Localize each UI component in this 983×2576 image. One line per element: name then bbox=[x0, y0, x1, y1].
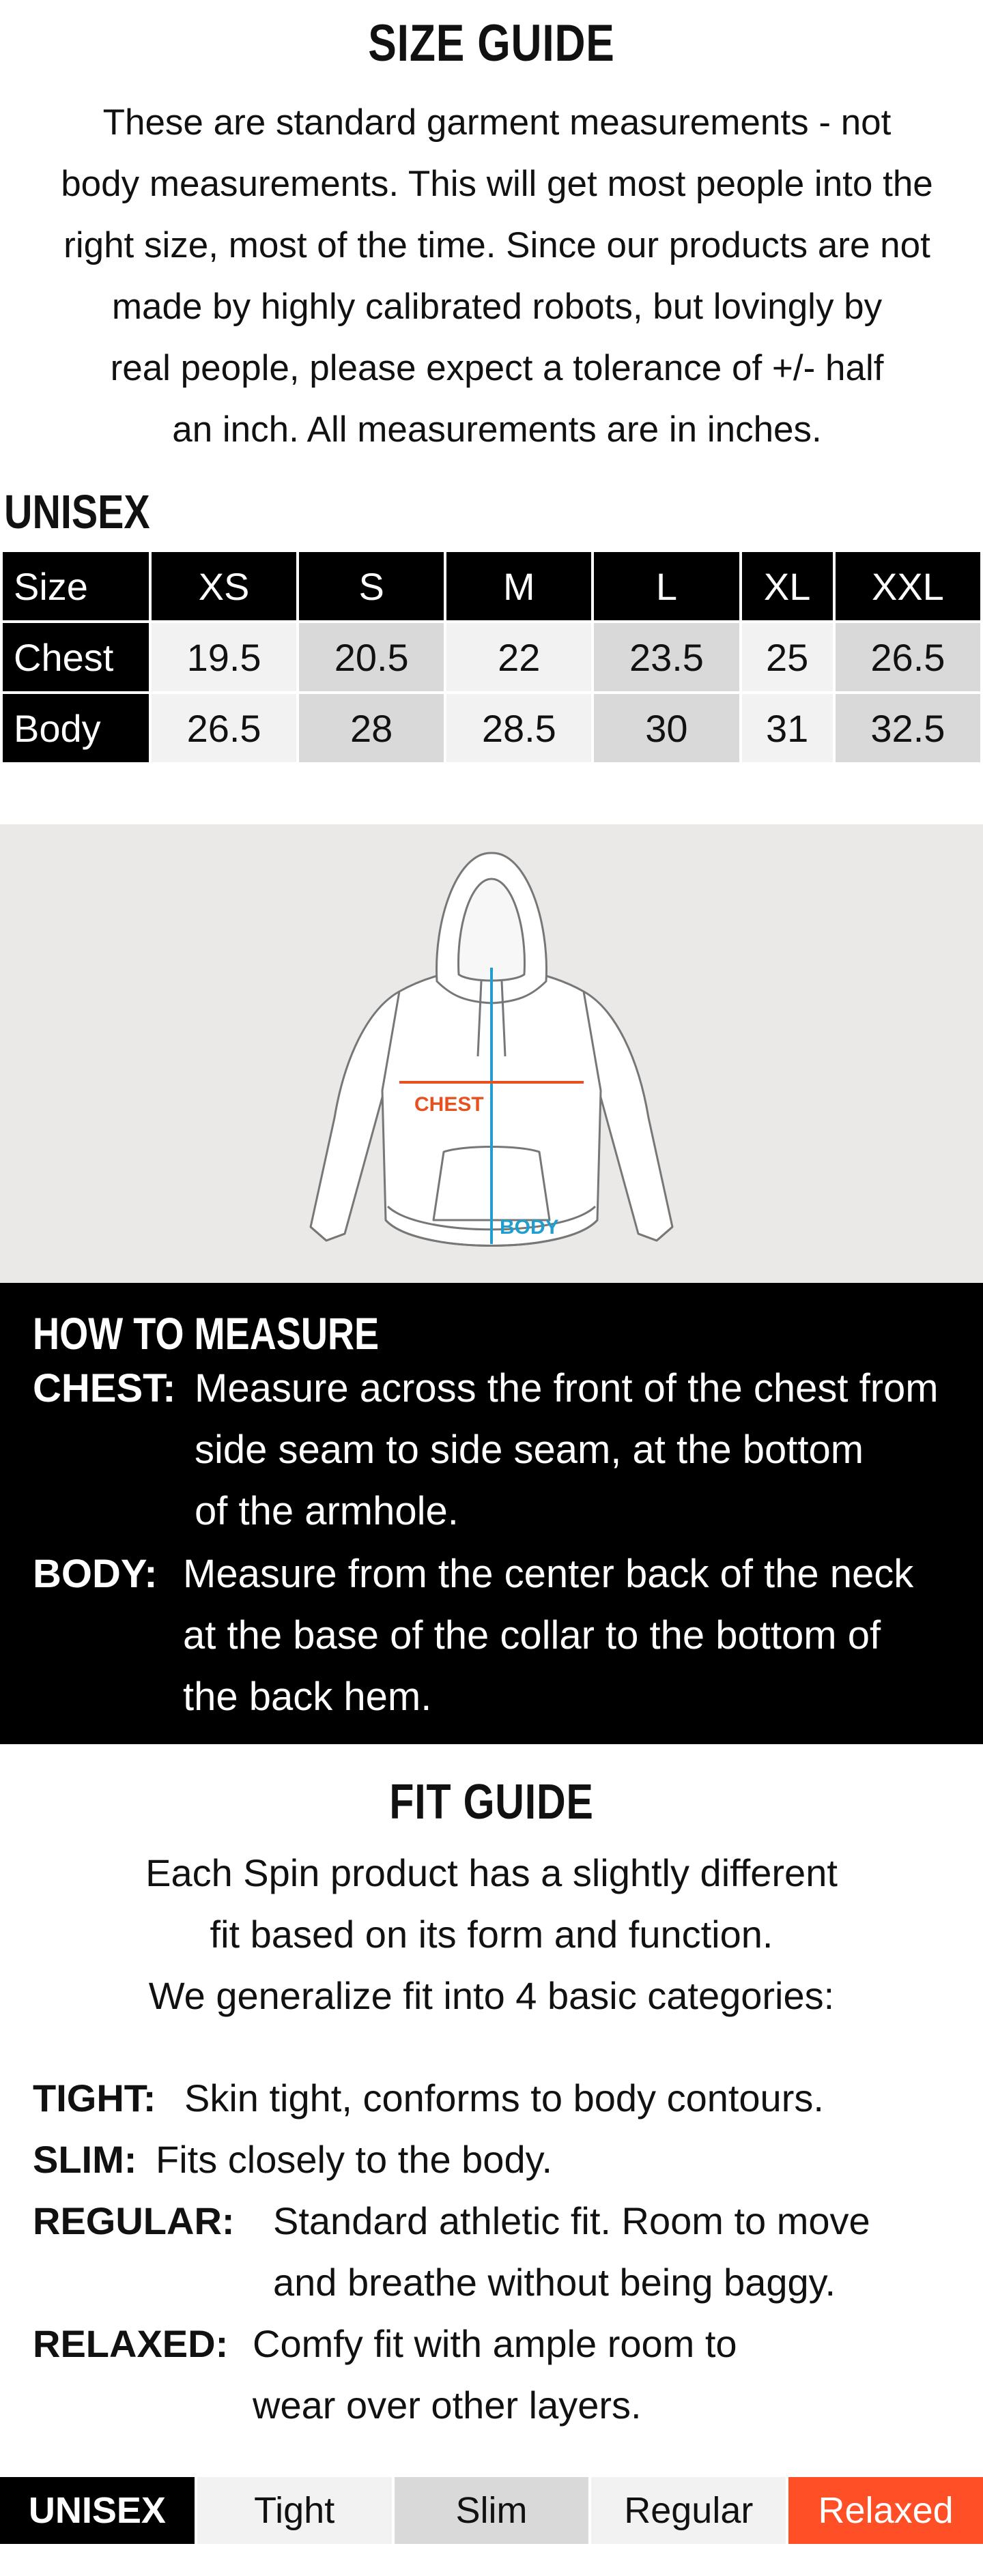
measure-body-text: Measure from the center back of the neck at the base of the collar to the bottom of the back hem. bbox=[183, 1552, 914, 1719]
row-header-cell: Body bbox=[3, 694, 149, 762]
size-table-header-row bbox=[3, 552, 980, 620]
table-row bbox=[3, 623, 980, 691]
hoodie-diagram-panel bbox=[0, 824, 983, 1283]
header-cell: S bbox=[299, 552, 444, 620]
table-cell: 28.5 bbox=[446, 694, 591, 762]
header-cell: L bbox=[594, 552, 739, 620]
fit-scale-slim: Slim bbox=[395, 2477, 589, 2544]
table-row bbox=[3, 694, 980, 762]
how-to-measure-panel bbox=[0, 1283, 983, 1744]
fit-guide-intro bbox=[0, 1842, 983, 2027]
table-cell: 23.5 bbox=[594, 623, 739, 691]
fit-scale-tight: Tight bbox=[197, 2477, 392, 2544]
size-guide-title: SIZE GUIDE bbox=[368, 14, 615, 72]
header-cell: Size bbox=[3, 552, 149, 620]
table-cell: 31 bbox=[742, 694, 833, 762]
fit-intro-line: Each Spin product has a slightly different bbox=[145, 1851, 838, 1894]
table-cell: 28 bbox=[299, 694, 444, 762]
fit-item-text: Skin tight, conforms to body contours. bbox=[184, 2076, 824, 2119]
header-cell: XXL bbox=[836, 552, 980, 620]
fit-item-label: RELAXED: bbox=[33, 2322, 229, 2365]
table-cell: 32.5 bbox=[836, 694, 980, 762]
intro-line: real people, please expect a tolerance of +/- half bbox=[110, 348, 884, 388]
table-cell: 22 bbox=[446, 623, 591, 691]
fit-item-label: TIGHT: bbox=[33, 2076, 156, 2119]
table-cell: 26.5 bbox=[836, 623, 980, 691]
chest-diagram-label: CHEST bbox=[414, 1093, 484, 1116]
fit-item-text: Fits closely to the body. bbox=[156, 2138, 552, 2181]
fit-intro-line: fit based on its form and function. bbox=[210, 1913, 773, 1956]
fit-intro-line: We generalize fit into 4 basic categories: bbox=[148, 1974, 835, 2017]
how-to-measure-title: HOW TO MEASURE bbox=[33, 1308, 380, 1359]
size-table bbox=[0, 549, 983, 765]
intro-line: right size, most of the time. Since our products are not bbox=[63, 225, 930, 265]
table-cell: 25 bbox=[742, 623, 833, 691]
size-guide-intro bbox=[0, 92, 983, 461]
intro-line: These are standard garment measurements - not bbox=[102, 102, 892, 143]
fit-item-label: SLIM: bbox=[33, 2138, 137, 2181]
body-diagram-label: BODY bbox=[500, 1216, 559, 1239]
measure-chest-label: CHEST: bbox=[33, 1366, 176, 1410]
row-header-cell: Chest bbox=[3, 623, 149, 691]
fit-scale-regular: Regular bbox=[591, 2477, 786, 2544]
header-cell: XL bbox=[742, 552, 833, 620]
table-cell: 30 bbox=[594, 694, 739, 762]
fit-guide-section bbox=[0, 1774, 983, 1830]
intro-line: body measurements. This will get most people into the bbox=[61, 164, 933, 204]
measure-body-label: BODY: bbox=[33, 1552, 158, 1596]
fit-item-text: Standard athletic fit. Room to move and breathe without being baggy. bbox=[273, 2199, 870, 2304]
size-guide-section bbox=[0, 14, 983, 73]
table-cell: 20.5 bbox=[299, 623, 444, 691]
fit-guide-title: FIT GUIDE bbox=[389, 1775, 594, 1829]
measure-chest-text: Measure across the front of the chest from side seam to side seam, at the bottom of the armhole. bbox=[195, 1366, 939, 1533]
fit-item-text: Comfy fit with ample room to wear over other layers. bbox=[253, 2322, 737, 2427]
fit-scale-relaxed-selected: Relaxed bbox=[788, 2477, 983, 2544]
unisex-heading: UNISEX bbox=[4, 485, 150, 538]
table-cell: 26.5 bbox=[152, 694, 296, 762]
intro-line: made by highly calibrated robots, but lovingly by bbox=[111, 287, 883, 327]
fit-scale-unisex: UNISEX bbox=[0, 2477, 195, 2544]
hoodie-illustration bbox=[0, 824, 983, 1283]
table-cell: 19.5 bbox=[152, 623, 296, 691]
intro-line: an inch. All measurements are in inches. bbox=[172, 409, 822, 450]
fit-scale-bar bbox=[0, 2477, 983, 2544]
header-cell: M bbox=[446, 552, 591, 620]
fit-item-label: REGULAR: bbox=[33, 2199, 235, 2242]
header-cell: XS bbox=[152, 552, 296, 620]
